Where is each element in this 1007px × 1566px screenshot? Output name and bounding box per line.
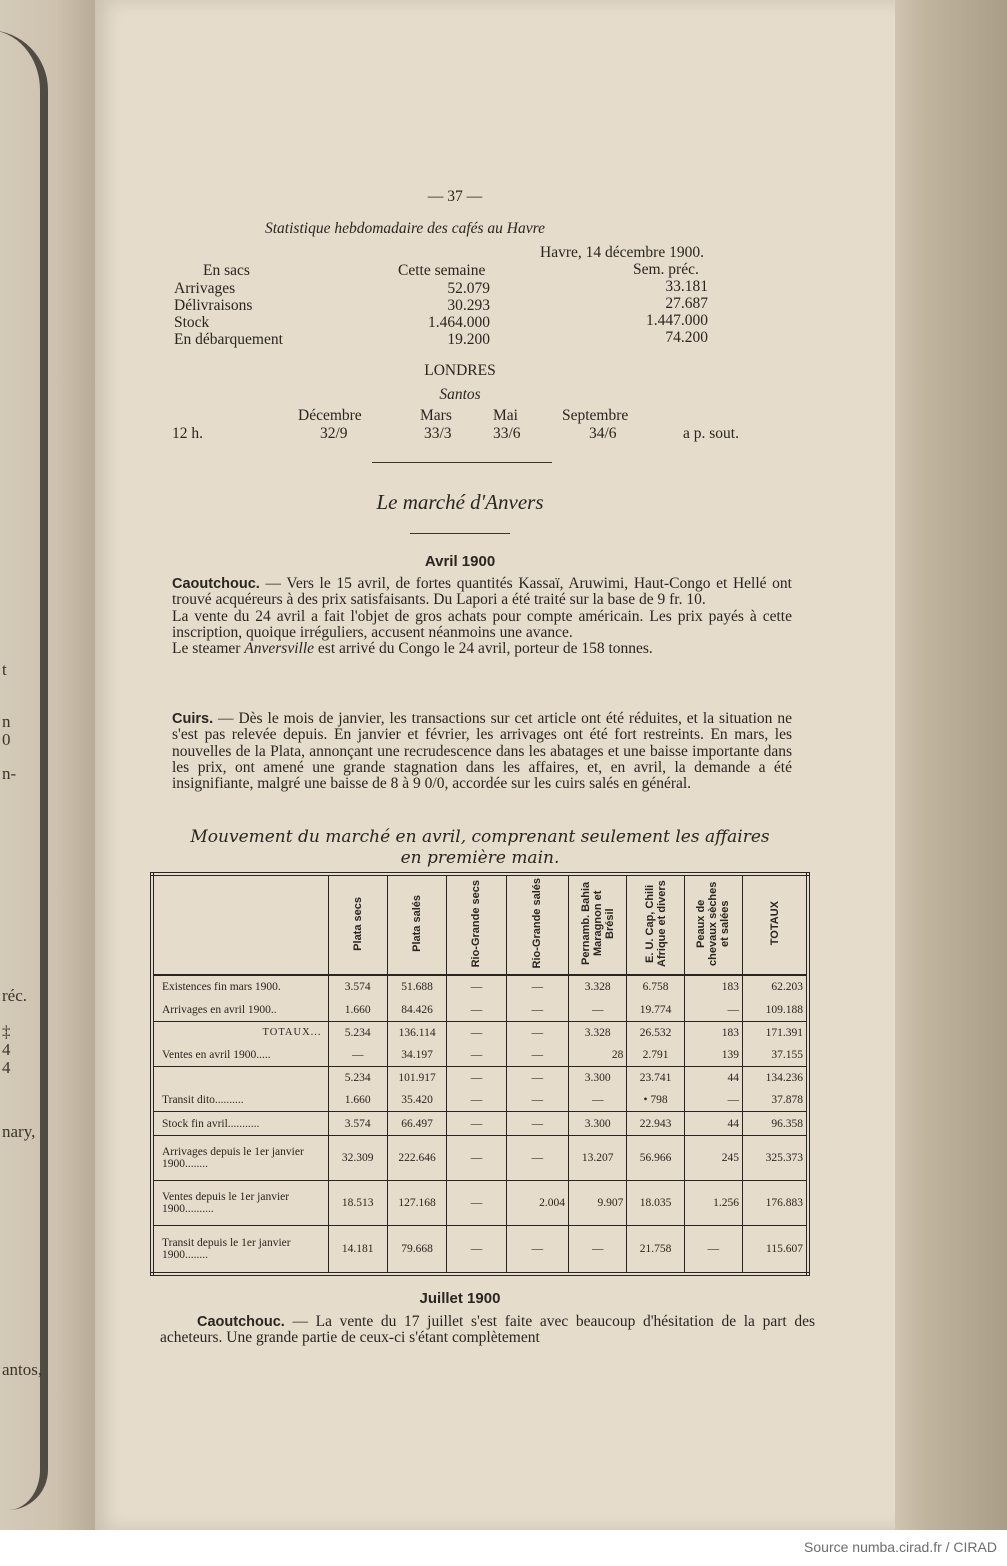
londres-subtitle: Santos: [439, 386, 481, 403]
table-cell: —: [684, 1226, 742, 1274]
table-cell: —: [447, 1089, 506, 1112]
column-header: Plata secs: [351, 896, 364, 951]
havre-row-label: En débarquement: [174, 331, 283, 348]
table-cell: —: [447, 1066, 506, 1089]
table-cell: 127.168: [387, 1181, 446, 1226]
table-cell: 44: [684, 1066, 742, 1089]
margin-fragment: ‡: [2, 1022, 11, 1041]
havre-col-label: En sacs: [203, 262, 250, 279]
paragraph-july: [160, 1314, 815, 1347]
table-cell: 51.688: [387, 975, 446, 999]
table-cell: 37.155: [743, 1044, 808, 1067]
havre-row-week: 30.293: [447, 297, 490, 314]
table-cell: —: [447, 975, 506, 999]
facing-page: [0, 0, 95, 1530]
londres-month: Septembre: [562, 407, 629, 424]
havre-col-week: Cette semaine: [398, 262, 486, 279]
table-cell: 35.420: [387, 1089, 446, 1112]
table-cell: —: [506, 1044, 568, 1067]
havre-row-label: Arrivages: [174, 280, 236, 297]
july-label: Caoutchouc.: [197, 1314, 285, 1330]
havre-title: Statistique hebdomadaire des cafés au Havre: [265, 220, 545, 237]
table-cell: 19.774: [627, 999, 684, 1022]
table-cell: —: [447, 1135, 506, 1180]
londres-month: Mai: [493, 407, 518, 424]
table-cell: 3.328: [569, 975, 627, 999]
source-footer: [0, 1530, 1007, 1566]
table-cell: —: [447, 1181, 506, 1226]
table-cell: 23.741: [627, 1066, 684, 1089]
table-cell: 136.114: [387, 1021, 446, 1044]
havre-row-label: Stock: [174, 314, 210, 331]
column-header: Peaux de chevaux sèches et salées: [695, 881, 732, 966]
table-cell: —: [569, 1089, 627, 1112]
row-label: Stock fin avril...........: [152, 1112, 328, 1136]
column-header: Rio-Grande salés: [531, 878, 544, 969]
caoutchouc-p3-a: Le steamer: [172, 640, 245, 658]
havre-row-prev: 1.447.000: [646, 312, 708, 329]
table-cell: 13.207: [569, 1135, 627, 1180]
londres-month: Décembre: [298, 407, 362, 424]
table-cell: • 798: [627, 1089, 684, 1112]
april-heading: Avril 1900: [424, 553, 496, 570]
table-cell: 1.256: [684, 1181, 742, 1226]
margin-fragment: 4: [2, 1058, 11, 1077]
havre-row-label: Délivraisons: [174, 297, 253, 314]
caoutchouc-label: Caoutchouc.: [172, 576, 260, 592]
margin-fragment: nary,: [2, 1122, 36, 1141]
row-label: Existences fin mars 1900.: [162, 981, 281, 994]
table-cell: —: [506, 1226, 568, 1274]
table-title-line1: Mouvement du marché en avril, comprenant seulement les affaires: [190, 827, 770, 847]
table-cell: 176.883: [743, 1181, 808, 1226]
row-label: [152, 1066, 328, 1089]
table-cell: 2.004: [506, 1181, 568, 1226]
table-cell: 56.966: [627, 1135, 684, 1180]
table-cell: 18.035: [627, 1181, 684, 1226]
table-cell: 18.513: [328, 1181, 387, 1226]
paragraph-cuirs: [172, 711, 792, 792]
caoutchouc-p2: La vente du 24 avril a fait l'objet de gros achats pour compte américain. Les prix payés à cette inscription, quoique irréguliers, accusent néanmoins une avance.: [172, 607, 792, 641]
column-header: Plata salés: [411, 895, 424, 952]
table-row: [152, 1135, 808, 1180]
table-cell: —: [506, 1089, 568, 1112]
table-cell: 26.532: [627, 1021, 684, 1044]
havre-col-prev: Sem. préc.: [633, 261, 699, 278]
table-cell: —: [569, 999, 627, 1022]
havre-row-prev: 74.200: [665, 329, 708, 346]
table-cell: 5.234: [328, 1066, 387, 1089]
table-row: [152, 1066, 808, 1089]
table-cell: 66.497: [387, 1112, 446, 1136]
londres-title: LONDRES: [424, 362, 496, 379]
table-row: [152, 999, 808, 1022]
table-cell: 3.300: [569, 1112, 627, 1136]
table-cell: 325.373: [743, 1135, 808, 1180]
table-cell: 44: [684, 1112, 742, 1136]
row-label: Transit depuis le 1er janvier 1900........: [152, 1226, 328, 1274]
table-cell: 5.234: [328, 1021, 387, 1044]
table-cell: 14.181: [328, 1226, 387, 1274]
ship-name: Anversville: [244, 640, 315, 658]
cuirs-text: — Dès le mois de janvier, les transactions sur cet article ont été réduites, et la situation ne s'est pas relevée depuis. En janvier et février, les arrivages ont été fort restreints. En mars, les nouvelles de la Plata, annonçant une recrudescence dans les abatages et une baisse importante dans les prix, ont amené une grande stagnation dans les affaires, et, en avril, la demande a été insignifiante, malgré une baisse de 8 à 9 0/0, accordée sur les cuirs salés en général.: [172, 710, 792, 793]
margin-fragment: 4: [2, 1040, 11, 1059]
londres-value: 32/9: [320, 425, 348, 442]
table-header-blank: [152, 874, 328, 975]
table-cell: 183: [684, 1021, 742, 1044]
cuirs-label: Cuirs.: [172, 711, 214, 727]
divider: [372, 462, 552, 463]
margin-fragment: 0: [2, 730, 11, 749]
column-header: TOTAUX: [768, 901, 781, 946]
table-cell: —: [684, 1089, 742, 1112]
table-title-line2: en première main.: [400, 848, 560, 868]
row-label: Transit dito..........: [162, 1094, 244, 1107]
havre-row-prev: 33.181: [665, 278, 708, 295]
table-cell: 21.758: [627, 1226, 684, 1274]
margin-fragment: t: [2, 660, 7, 679]
source-credit: Source numba.cirad.fr / CIRAD: [804, 1539, 997, 1555]
table-cell: 34.197: [387, 1044, 446, 1067]
table-cell: 37.878: [743, 1089, 808, 1112]
table-cell: 3.328: [569, 1021, 627, 1044]
table-cell: 3.300: [569, 1066, 627, 1089]
section-title: Le marché d'Anvers: [376, 490, 544, 514]
row-label: Arrivages en avril 1900..: [162, 1003, 277, 1016]
table-cell: —: [447, 1044, 506, 1067]
table-cell: 32.309: [328, 1135, 387, 1180]
table-row: [152, 1181, 808, 1226]
table-cell: —: [506, 1135, 568, 1180]
table-cell: 109.188: [743, 999, 808, 1022]
divider: [410, 533, 510, 534]
row-label: Arrivages depuis le 1er janvier 1900........: [152, 1135, 328, 1180]
margin-fragment: antos,: [2, 1360, 43, 1379]
table-cell: —: [569, 1226, 627, 1274]
londres-month: Mars: [420, 407, 452, 424]
havre-row-week: 19.200: [447, 331, 490, 348]
table-cell: 101.917: [387, 1066, 446, 1089]
table-row: [152, 1089, 808, 1112]
page-edges: [895, 0, 1007, 1530]
havre-row-prev: 27.687: [665, 295, 708, 312]
table-cell: 171.391: [743, 1021, 808, 1044]
column-header: Rio-Grande secs: [470, 879, 483, 968]
table-cell: —: [506, 1112, 568, 1136]
table-row: [152, 975, 808, 999]
table-cell: —: [684, 999, 742, 1022]
londres-value: 33/3: [424, 425, 452, 442]
caoutchouc-text: — Vers le 15 avril, de fortes quantités Kassaï, Aruwimi, Haut-Congo et Hellé ont trouvé acquéreurs à des prix satisfaisants. Du Lapori a été traité sur la base de 9 fr. 10.: [172, 575, 792, 609]
table-cell: 245: [684, 1135, 742, 1180]
page-number: — 37 —: [427, 188, 483, 205]
table-cell: 139: [684, 1044, 742, 1067]
table-cell: 28: [569, 1044, 627, 1067]
londres-value: 34/6: [589, 425, 617, 442]
table-cell: —: [506, 1021, 568, 1044]
column-header: Pernamb. Bahia Maragnon et Brésil: [579, 881, 616, 966]
table-cell: 1.660: [328, 999, 387, 1022]
table-cell: —: [447, 999, 506, 1022]
caoutchouc-p3-b: est arrivé du Congo le 24 avril, porteur de 158 tonnes.: [314, 640, 653, 658]
table-row: [152, 1044, 808, 1067]
row-label: TOTAUX...: [152, 1021, 328, 1044]
table-cell: 6.758: [627, 975, 684, 999]
havre-row-week: 1.464.000: [428, 314, 490, 331]
table-cell: —: [506, 975, 568, 999]
table-cell: —: [447, 1021, 506, 1044]
paragraph-caoutchouc: [172, 576, 792, 657]
table-cell: 183: [684, 975, 742, 999]
table-cell: —: [506, 999, 568, 1022]
table-cell: 3.574: [328, 975, 387, 999]
table-cell: 22.943: [627, 1112, 684, 1136]
londres-row-label: 12 h.: [172, 425, 203, 442]
havre-date: Havre, 14 décembre 1900.: [540, 244, 704, 261]
table-cell: 84.426: [387, 999, 446, 1022]
table-cell: —: [447, 1226, 506, 1274]
table-cell: 3.574: [328, 1112, 387, 1136]
table-row: [152, 1226, 808, 1274]
margin-fragment: n-: [2, 764, 17, 783]
table-cell: 79.668: [387, 1226, 446, 1274]
table-header-row: [152, 874, 808, 975]
july-heading: Juillet 1900: [419, 1290, 501, 1307]
margin-fragment: réc.: [2, 986, 28, 1005]
row-label: Ventes depuis le 1er janvier 1900..........: [152, 1181, 328, 1226]
table-cell: 115.607: [743, 1226, 808, 1274]
market-movement-table: [150, 872, 810, 1276]
table-cell: 134.236: [743, 1066, 808, 1089]
londres-note: a p. sout.: [683, 425, 739, 442]
july-text: — La vente du 17 juillet s'est faite avec beaucoup d'hésitation de la part des acheteurs. Une grande partie de ceux-ci s'étant complètement: [160, 1313, 815, 1347]
row-label: Ventes en avril 1900.....: [162, 1048, 271, 1061]
havre-row-week: 52.079: [447, 280, 490, 297]
table-cell: —: [506, 1066, 568, 1089]
table-cell: 96.358: [743, 1112, 808, 1136]
table-cell: 222.646: [387, 1135, 446, 1180]
table-cell: —: [328, 1044, 387, 1067]
table-cell: —: [447, 1112, 506, 1136]
table-cell: 9.907: [569, 1181, 627, 1226]
table-cell: 2.791: [627, 1044, 684, 1067]
column-header: E. U. Cap, Chili Afrique et divers: [643, 880, 668, 967]
londres-value: 33/6: [493, 425, 521, 442]
table-row: [152, 1112, 808, 1136]
margin-fragment: n: [2, 712, 11, 731]
table-row-total: [152, 1021, 808, 1044]
table-cell: 1.660: [328, 1089, 387, 1112]
table-cell: 62.203: [743, 975, 808, 999]
